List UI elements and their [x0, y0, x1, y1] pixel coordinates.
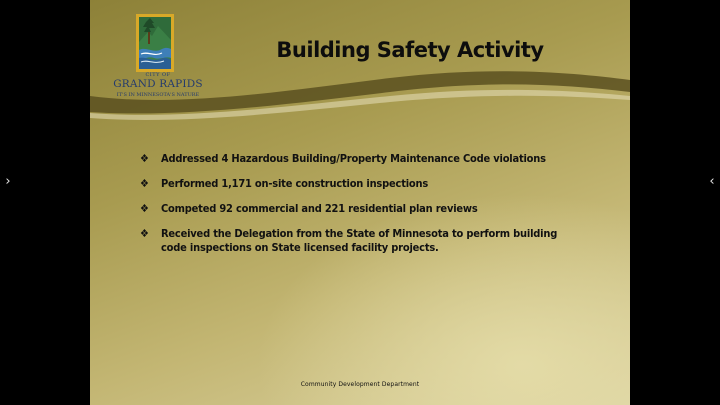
bullet-item [140, 202, 580, 216]
diamond-bullet-icon: ❖ [140, 227, 149, 240]
logo-tagline: IT'S IN MINNESOTA'S NATURE [116, 92, 200, 98]
bullet-list [140, 152, 580, 266]
grand-rapids-emblem-icon [136, 14, 174, 72]
bullet-text: Addressed 4 Hazardous Building/Property Maintenance Code violations [161, 152, 546, 165]
bullet-item [140, 177, 580, 191]
bullet-text: Competed 92 commercial and 221 residential plan reviews [161, 202, 478, 215]
chevron-left-icon[interactable]: ‹ [709, 174, 715, 189]
slide [90, 0, 630, 405]
bullet-text: Performed 1,171 on-site construction inspections [161, 177, 429, 190]
chevron-right-icon[interactable]: › [5, 174, 11, 189]
bullet-item [140, 152, 580, 166]
bullet-text: Received the Delegation from the State of Minnesota to perform building code inspections on State licensed facility projects. [161, 227, 558, 254]
diamond-bullet-icon: ❖ [140, 202, 149, 215]
diamond-bullet-icon: ❖ [140, 177, 149, 190]
bullet-item [140, 227, 580, 255]
logo-name: GRAND RAPIDS [113, 78, 203, 90]
slide-title: Building Safety Activity [276, 38, 544, 62]
diamond-bullet-icon: ❖ [140, 152, 149, 165]
logo-city-of: CITY OF [145, 72, 171, 78]
slide-footer: Community Development Department [300, 381, 420, 388]
city-logo [112, 14, 204, 104]
